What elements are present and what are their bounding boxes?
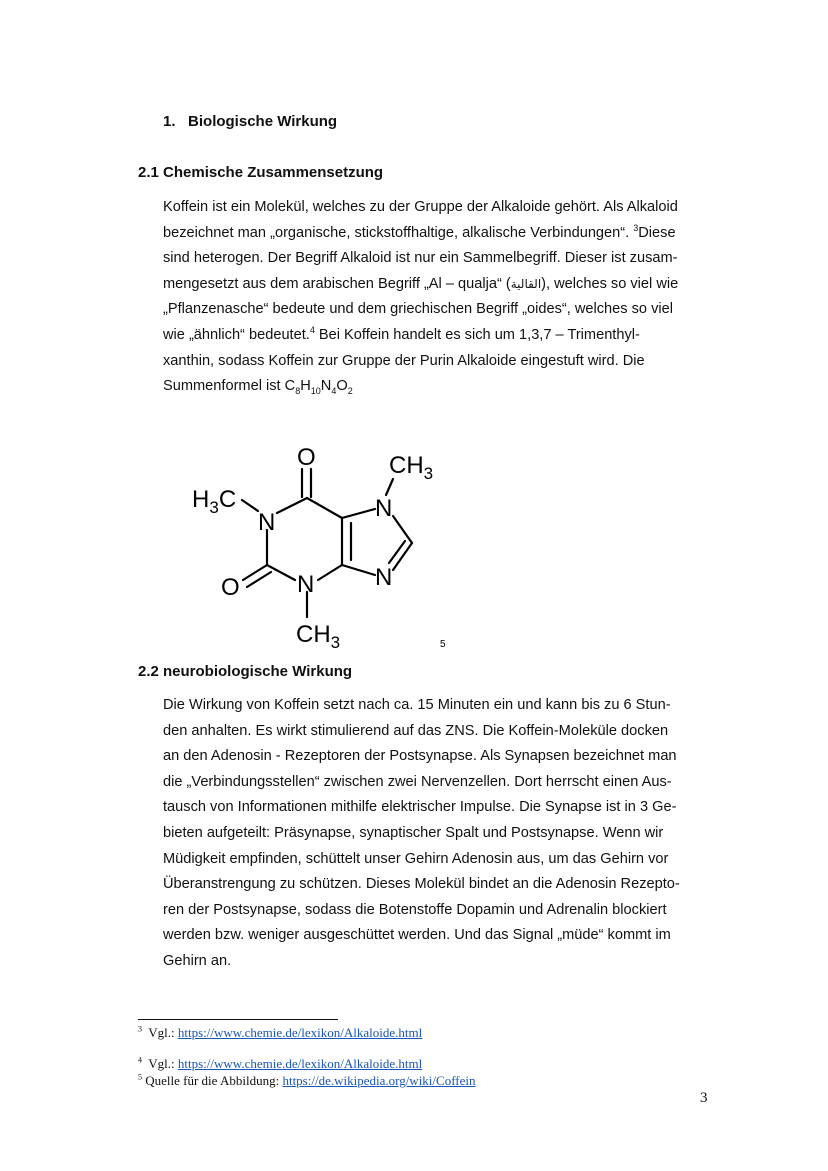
atom-nitrogen-9: N bbox=[375, 564, 393, 591]
footnote-separator bbox=[138, 1019, 338, 1020]
section-2-2-paragraph bbox=[163, 693, 703, 975]
footnote-5: $^5$ Quelle für die Abbildung: https://de.wikipedia.org/wiki/Coffein bbox=[138, 1072, 476, 1088]
text-line: Gehirn an. bbox=[163, 952, 232, 969]
section-2-2-heading: 2.2 neurobiologische Wirkung bbox=[138, 663, 353, 680]
text-line: werden bzw. weniger ausgeschüttet werden. Und das Signal „müde“ kommt im bbox=[163, 927, 671, 944]
text-line: die „Verbindungsstellen“ zwischen zwei Nervenzellen. Dort herrscht einen Aus- bbox=[163, 773, 672, 790]
atom-oxygen-left: O bbox=[221, 574, 240, 601]
text-line: an den Adenosin - Rezeptoren der Postsynapse. Als Synapsen bezeichnet man bbox=[163, 748, 677, 765]
footnote-4-link[interactable]: https://www.chemie.de/lexikon/Alkaloide.html bbox=[177, 1056, 423, 1071]
section-2-1-heading: 2.1 Chemische Zusammensetzung bbox=[138, 164, 384, 181]
footnote-3-link[interactable]: https://www.chemie.de/lexikon/Alkaloide.html bbox=[177, 1025, 423, 1040]
arabic-term: القالية bbox=[510, 276, 542, 291]
figure-footnote-ref: 5 bbox=[440, 639, 446, 650]
text-line: wie „ähnlich“ bedeutet.$^4$ Bei Koffein handelt es sich um 1,3,7 – Trimenthyl- bbox=[163, 325, 640, 343]
atom-nitrogen-1: N bbox=[258, 509, 276, 536]
molecule-bonds bbox=[242, 469, 412, 617]
text-line: bieten aufgeteilt: Präsynapse, synaptischer Spalt und Postsynapse. Wenn wir bbox=[163, 824, 664, 841]
text-line: xanthin, sodass Koffein zur Gruppe der Purin Alkaloide eingestuft wird. Die bbox=[163, 352, 645, 369]
footnote-5-link[interactable]: https://de.wikipedia.org/wiki/Coffein bbox=[282, 1073, 476, 1088]
footnote-ref-4: 4 bbox=[309, 325, 315, 336]
atom-oxygen-top: O bbox=[297, 444, 316, 471]
text-line: Müdigkeit empfinden, schüttelt unser Gehirn Adenosin aus, um das Gehirn vor bbox=[163, 850, 669, 867]
text-line: den anhalten. Es wirkt stimulierend auf das ZNS. Die Koffein-Moleküle docken bbox=[163, 722, 669, 739]
page-number: 3 bbox=[700, 1090, 708, 1106]
footnote-4: $^4$ Vgl.: https://www.chemie.de/lexikon/Alkaloide.html bbox=[138, 1055, 423, 1071]
footnote-ref-3: 3 bbox=[633, 222, 639, 233]
text-line: Die Wirkung von Koffein setzt nach ca. 15 Minuten ein und kann bis zu 6 Stun- bbox=[163, 697, 671, 713]
atom-nitrogen-3: N bbox=[297, 571, 315, 598]
text-line: Koffein ist ein Molekül, welches zu der Gruppe der Alkaloide gehört. Als Alkaloid bbox=[163, 199, 678, 215]
methyl-group-top: $CH_3$ bbox=[389, 452, 434, 483]
text-line: sind heterogen. Der Begriff Alkaloid ist nur ein Sammelbegriff. Dieser ist zusam- bbox=[163, 250, 678, 267]
methyl-group-left: $H_3C$ bbox=[192, 486, 237, 517]
text-line: tausch von Informationen mithilfe elektrischer Impulse. Die Synapse ist in 3 Ge- bbox=[163, 799, 677, 816]
text-line: mengesetzt aus dem arabischen Begriff „Al – qualja“ (القالية), welches so viel wie bbox=[163, 275, 679, 292]
sum-formula-line: Summenformel ist $C_8H_{10}N_4O_2$ bbox=[163, 378, 353, 397]
footnote-3: $^3$ Vgl.: https://www.chemie.de/lexikon/Alkaloide.html bbox=[138, 1024, 423, 1040]
text-line: Überanstrengung zu schützen. Dieses Molekül bindet an die Adenosin Rezepto- bbox=[163, 876, 680, 893]
methyl-group-bottom: $CH_3$ bbox=[296, 621, 341, 652]
atom-nitrogen-7: N bbox=[375, 495, 393, 522]
text-line: bezeichnet man „organische, stickstoffhaltige, alkalische Verbindungen“. $^3$Diese bbox=[163, 222, 676, 241]
text-line: „Pflanzenasche“ bedeute und dem griechischen Begriff „oides“, welches so viel bbox=[163, 301, 673, 318]
section-1-heading: 1. Biologische Wirkung bbox=[163, 113, 338, 130]
text-line: ren der Postsynapse, sodass die Botenstoffe Dopamin und Adrenalin blockiert bbox=[163, 901, 667, 918]
